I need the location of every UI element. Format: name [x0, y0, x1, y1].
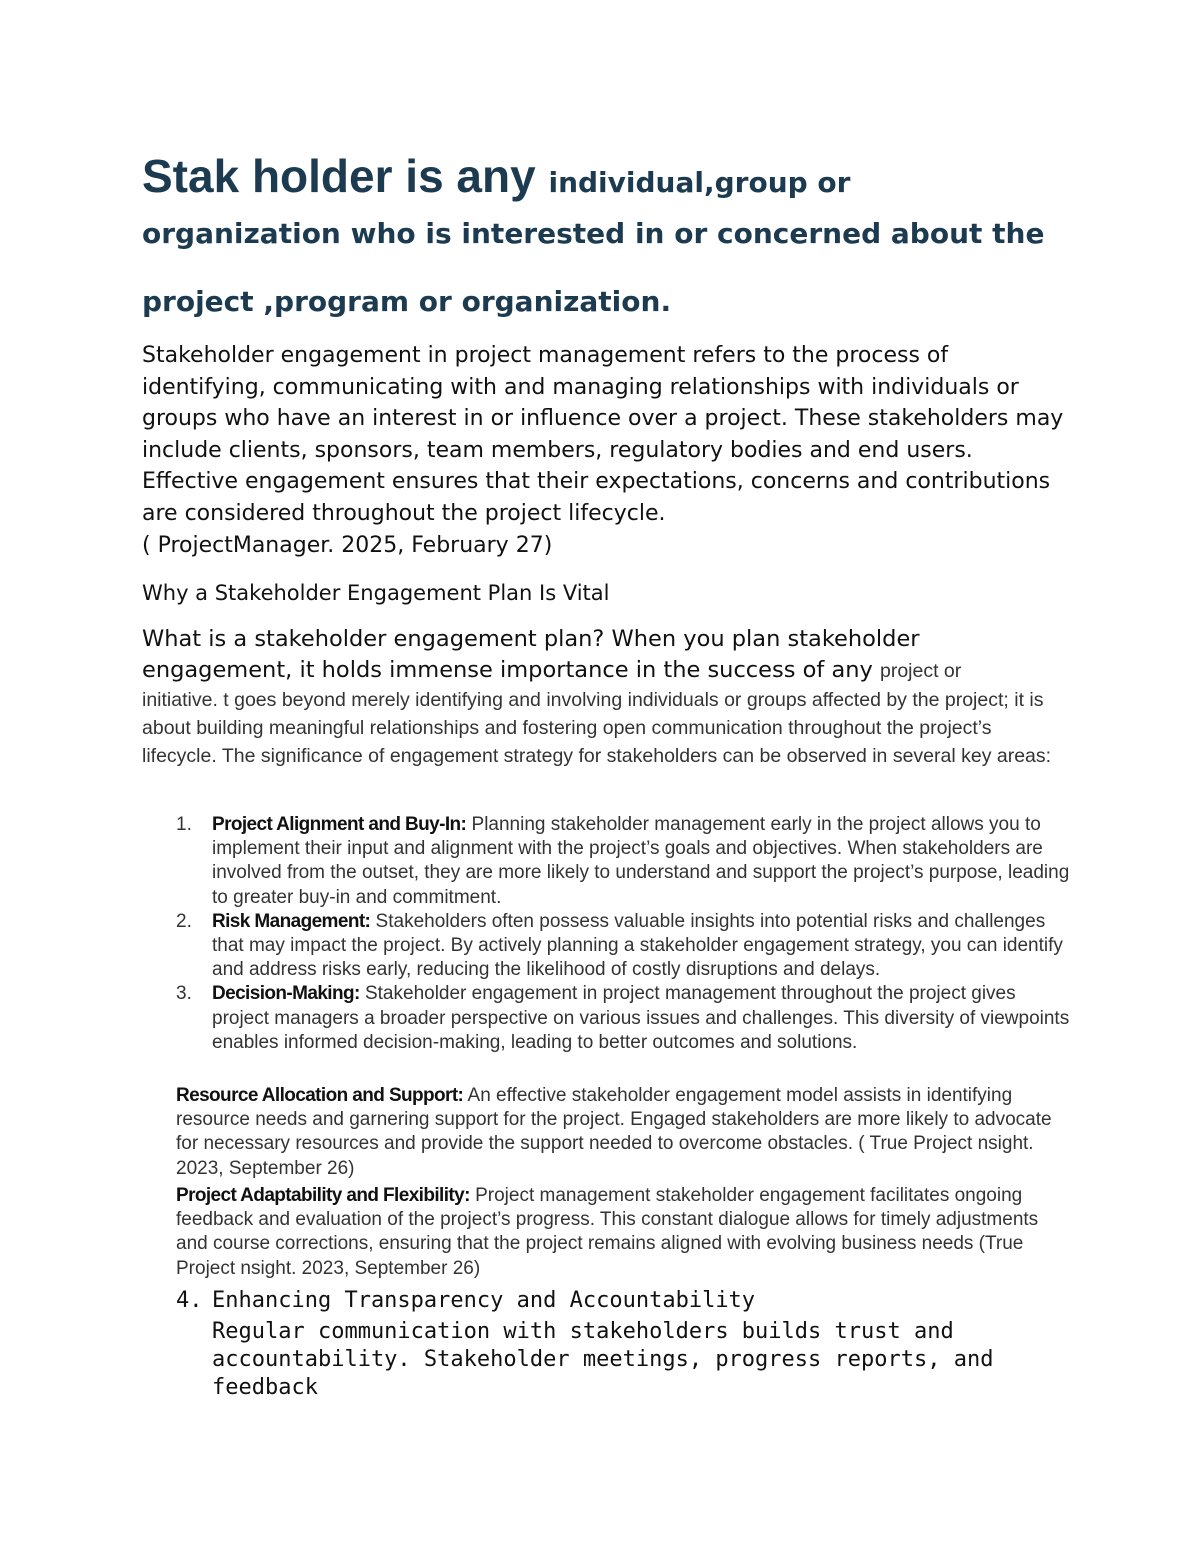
what-is-lead-text: What is a stakeholder engagement plan? When you plan stakeholder engagement, it holds immense importance in the success of any — [142, 626, 920, 683]
adaptability-label: Project Adaptability and Flexibility: — [176, 1185, 470, 1206]
key-areas-list — [176, 813, 1076, 1055]
title-line-3: project ,program or organization — [142, 285, 661, 318]
resource-allocation-paragraph — [176, 1084, 1066, 1181]
title-large-text: Stak holder is any — [142, 150, 549, 202]
list-item-label: Project Alignment and Buy-In: — [212, 814, 467, 835]
list-item-label: Decision-Making: — [212, 983, 360, 1005]
list-item-text: Stakeholders often possess valuable insights into potential risks and challenges that may impact the project. By actively planning a stakeholder engagement strategy, you can identify and address risks early, reducing the likelihood of costly disruptions and delays. — [212, 910, 1063, 981]
enhancing-heading-text: Enhancing Transparency and Accountability — [212, 1288, 756, 1313]
enhancing-body: Regular communication with stakeholders builds trust and accountability. Stakeholder meetings, progress reports, and feedback — [212, 1319, 994, 1400]
list-item-number: 2. — [176, 910, 192, 932]
list-item-label: Risk Management: — [212, 910, 371, 932]
enhancing-heading — [176, 1286, 755, 1316]
resource-allocation-text: An effective stakeholder engagement model assists in identifying resource needs and garnering support for the project. Engaged stakeholders are more likely to advocate for necessary resources and provide the support needed to overcome obstacles. ( True Project nsight. 2023, September 26) — [176, 1085, 1052, 1179]
title-line-2: organization who is interested in or concerned about the — [142, 217, 1045, 250]
what-is-rest-block: initiative. t goes beyond merely identifying and involving individuals or groups affected by the project; it is about building meaningful relationships and fostering open communication throughout the project’s lifecycle. The significance of engagement strategy for stakeholders can be observed in several key areas: — [142, 689, 1052, 767]
adaptability-text: Project management stakeholder engagement facilitates ongoing feedback and evaluation of the project’s progress. This constant dialogue allows for timely adjustments and course corrections, ensuring that the project remains aligned with evolving business needs (True Project nsight. 2023, September 26) — [176, 1185, 1039, 1279]
enhancing-number: 4. — [176, 1288, 203, 1313]
list-item-number: 3. — [176, 983, 192, 1005]
list-item-text: Stakeholder engagement in project management throughout the project gives project managers a broader perspective on various issues and challenges. This diversity of viewpoints enables informed decision-making, leading to better outcomes and solutions. — [212, 983, 1070, 1053]
section-subheading: Why a Stakeholder Engagement Plan Is Vital — [142, 581, 610, 605]
title-small-text: individual,group or — [548, 166, 851, 199]
title-line-3-wrap — [142, 280, 1102, 324]
list-item — [176, 910, 1076, 983]
list-item-number: 1. — [176, 814, 192, 835]
list-item-text: Planning stakeholder management early in the project allows you to implement their input and alignment with the project’s goals and objectives. When stakeholders are involved from the outset, they are more likely to understand and support the project’s purpose, leading to greater buy-in and commitment. — [212, 814, 1070, 908]
list-item — [176, 982, 1076, 1055]
adaptability-paragraph — [176, 1184, 1066, 1281]
intro-paragraph: Stakeholder engagement in project management refers to the process of identifying, communicating with and managing relationships with individuals or groups who have an interest in or influence over a project. These stakeholders may include clients, sponsors, team members, regulatory bodies and end users. Effective engagement ensures that their expectations, concerns and contributions are considered throughout the project lifecycle. — [142, 343, 1064, 526]
resource-allocation-label: Resource Allocation and Support: — [176, 1085, 464, 1106]
what-is-paragraph — [142, 624, 1062, 770]
list-item — [176, 813, 1076, 910]
intro-citation: ( ProjectManager. 2025, February 27) — [142, 533, 553, 558]
what-is-rest-inline: project or — [879, 660, 962, 682]
document-title — [142, 140, 1102, 324]
title-end-period: . — [660, 285, 672, 318]
